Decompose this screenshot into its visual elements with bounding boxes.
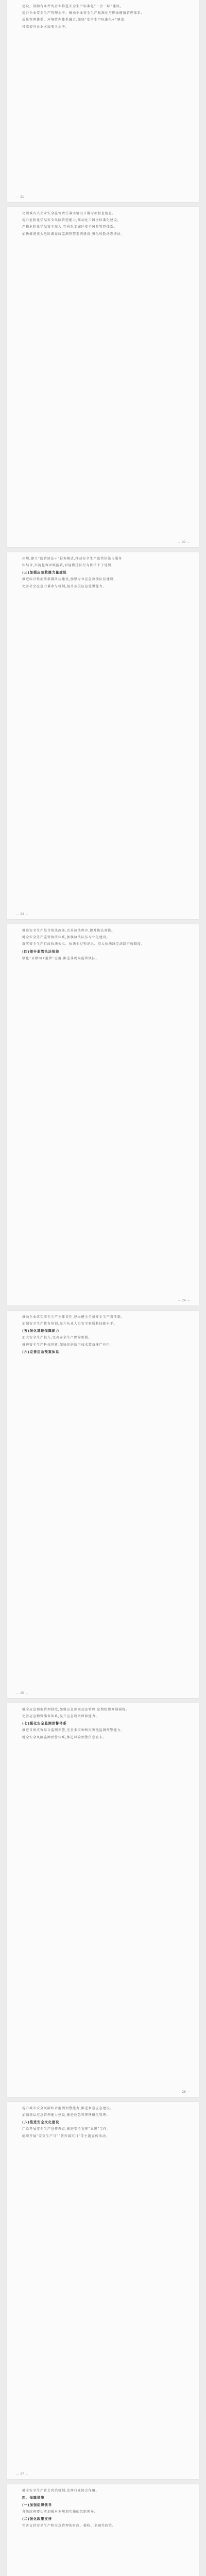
paragraph: 完善社会应急力量参与机制,提升基层应急处置能力。 [22,584,107,588]
page-body [7,2102,199,2140]
page-number: — 21 — [16,195,28,199]
section-heading: (二)强化政策支持 [22,2517,52,2521]
paragraph: 组织开展“安全生产月”“防灾减灾日”等主题宣传活动。 [22,2134,110,2138]
paragraph: 各级政府要切实加强对本规划实施的组织领导。 [22,2510,98,2514]
paragraph: 加大安全生产投入,完善安全生产保障机制。 [22,1336,92,1340]
paragraph: 落实安全生产行政执法公示、执法全过程记录、重大执法决定法制审核制度。 [22,942,145,946]
paragraph: 强化“互联网+监管”应用,推进非现场监管执法。 [22,956,99,960]
paragraph: 提升危险化学品安全风险管控能力,推动化工园区标准化建设, [22,218,119,223]
section-heading: (四)提升监管执法效能 [22,949,60,954]
section-heading: (一)加强组织领导 [22,2503,52,2507]
page-body [7,924,199,962]
document-page [7,1311,199,1698]
paragraph: 推进综合性消防救援队伍建设,加强专业应急救援队伍建设, [22,578,115,582]
section-heading: (八)推进安全文化建设 [22,2120,60,2125]
page-body [7,1703,199,1741]
paragraph: 化领域有关企业安全监管责任落实情况开展专项督查检查。 [22,212,116,215]
paragraph: 健全安全生产监管执法体系,加强执法队伍专业化建设。 [22,936,110,940]
page-number: — 26 — [178,2090,190,2094]
paragraph: 健全应急预案管理制度,加强应急预案动态管理,定期组织开展演练。 [22,1708,130,1711]
page-body [7,552,199,590]
section-heading: (五)强化基础保障能力 [22,1329,60,1333]
paragraph: 提升城市安全风险综合监测预警能力,推进智慧应急建设。 [22,2107,114,2110]
paragraph: 推进安全生产科技创新,加快先进适用技术装备推广应用。 [22,1343,114,1347]
page-body [7,0,199,30]
paragraph: 推进安全生产综合执法改革,完善执法程序,提升执法效能。 [22,929,115,933]
document-page [7,552,199,919]
paragraph: 加强基层应急管理能力建设,推进应急管理网格化管理。 [22,2113,110,2117]
document-page [7,207,199,547]
paragraph: 推动企业落实安全生产主体责任,建立健全全员安全生产责任制。 [22,1315,125,1319]
page-body [7,207,199,238]
paragraph: 完善支持安全生产和应急管理的财政、税收、金融等政策。 [22,2524,116,2528]
section-heading: (三)加强应急救援力量建设 [22,570,67,575]
paragraph: 质量管理体系、环境管理体系融合,加快“安全生产标准化+”建设, [22,18,126,22]
page-number: — 25 — [16,1691,28,1695]
page-number: — 24 — [178,1299,190,1302]
section-heading: 四、保障措施 [22,2496,45,2500]
section-heading: (六)完善应急预案体系 [22,1349,60,1354]
paragraph: 持续提升企业本质安全水平。 [22,25,69,29]
page-number: — 22 — [178,540,190,544]
document-page [7,0,199,202]
page-body [7,2484,199,2530]
document-page [7,1703,199,2097]
page-number: — 27 — [16,2472,28,2476]
paragraph: 完善应急物资储备体系,提升应急物资保障能力。 [22,1715,99,1719]
document-page [7,2484,199,2576]
document-page [7,924,199,1306]
paragraph: 推进自然灾害综合监测预警,完善多灾种和灾害链监测预警能力。 [22,1728,125,1733]
paragraph: 加强安全生产教育培训,提升从业人员安全素质和技能水平。 [22,1322,117,1326]
paragraph: 健全安全风险监测预警体系,推进风险预警信息发布。 [22,1735,107,1739]
section-heading: (七)强化安全监测预警体系 [22,1721,67,1726]
paragraph: 提升企业安全生产管理水平。推动企业安全生产标准化与职业健康管理体系、 [22,11,145,15]
paragraph: 环境,建立“监管执法+”服务模式,推动安全生产监管执法与服务 [22,557,123,561]
paragraph: 健全安全生产社会共治机制,发挥行业协会作用。 [22,2489,99,2493]
paragraph: 加快推进重大危险源在线监测预警系统建设,强化风险动态评估。 [22,232,125,236]
document-page [7,2102,199,2479]
paragraph: 广泛开展安全生产宣传教育,推进安全宣传“五进”工作。 [22,2127,111,2131]
paragraph: 建设。鼓励有条件的企业推进安全生产标准化“一企一标”建设, [22,5,122,8]
page-body [7,1311,199,1355]
page-number: — 23 — [16,912,28,916]
paragraph: 严格危险化学品安全准入,完善化工园区安全风险管控体系。 [22,225,117,229]
paragraph: 相结合,实施包容审慎监管,对轻微违法行为依法不予处罚。 [22,564,115,568]
